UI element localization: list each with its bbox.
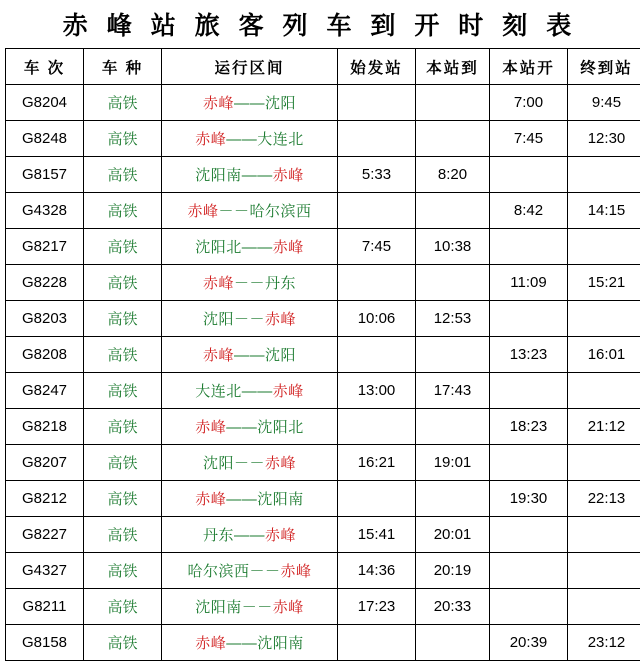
cell-train-type: 高铁: [84, 229, 162, 265]
cell-arrival-time: [416, 85, 490, 121]
route-origin-station: 赤峰: [203, 275, 234, 292]
cell-departure-time: 8:42: [490, 193, 568, 229]
cell-origin-time: [338, 85, 416, 121]
route-origin-station: 赤峰: [195, 635, 226, 652]
cell-train-type: 高铁: [84, 589, 162, 625]
cell-final-time: [568, 301, 640, 337]
cell-final-time: [568, 553, 640, 589]
cell-origin-time: [338, 121, 416, 157]
route-separator: ——: [242, 383, 273, 400]
cell-train-type: 高铁: [84, 337, 162, 373]
route-destination-station: 赤峰: [265, 455, 296, 472]
route-separator: －－: [249, 563, 280, 580]
cell-departure-time: [490, 157, 568, 193]
cell-train-no: G8212: [6, 481, 84, 517]
cell-departure-time: 7:00: [490, 85, 568, 121]
cell-route: [162, 229, 338, 265]
column-header-route: 运行区间: [162, 49, 338, 85]
route-separator: ——: [226, 635, 257, 652]
cell-route: [162, 589, 338, 625]
cell-arrival-time: [416, 409, 490, 445]
route-separator: ——: [234, 95, 265, 112]
route-separator: ——: [234, 347, 265, 364]
cell-arrival-time: 10:38: [416, 229, 490, 265]
route-destination-station: 沈阳: [265, 95, 296, 112]
cell-origin-time: [338, 409, 416, 445]
cell-departure-time: [490, 301, 568, 337]
route-origin-station: 赤峰: [195, 131, 226, 148]
cell-origin-time: [338, 625, 416, 661]
cell-origin-time: [338, 337, 416, 373]
cell-origin-time: [338, 265, 416, 301]
route-separator: －－: [242, 599, 273, 616]
header-row: [6, 49, 640, 85]
route-separator: －－: [218, 203, 249, 220]
route-origin-station: 赤峰: [195, 419, 226, 436]
cell-origin-time: 5:33: [338, 157, 416, 193]
cell-arrival-time: [416, 481, 490, 517]
cell-train-no: G8247: [6, 373, 84, 409]
route-separator: ——: [226, 419, 257, 436]
cell-final-time: 15:21: [568, 265, 640, 301]
cell-route: [162, 337, 338, 373]
table-row: [6, 625, 640, 661]
route-separator: －－: [234, 455, 265, 472]
table-row: [6, 409, 640, 445]
table-row: [6, 301, 640, 337]
route-destination-station: 赤峰: [265, 311, 296, 328]
table-row: [6, 157, 640, 193]
route-origin-station: 沈阳南: [195, 167, 242, 184]
cell-train-type: 高铁: [84, 409, 162, 445]
cell-final-time: [568, 229, 640, 265]
cell-final-time: [568, 157, 640, 193]
cell-route: [162, 157, 338, 193]
route-destination-station: 赤峰: [273, 599, 304, 616]
cell-train-no: G8208: [6, 337, 84, 373]
cell-arrival-time: 20:01: [416, 517, 490, 553]
cell-departure-time: 19:30: [490, 481, 568, 517]
cell-route: [162, 193, 338, 229]
cell-final-time: 14:15: [568, 193, 640, 229]
cell-origin-time: 13:00: [338, 373, 416, 409]
cell-train-no: G8227: [6, 517, 84, 553]
cell-route: [162, 373, 338, 409]
table-body: [6, 85, 640, 661]
cell-departure-time: [490, 373, 568, 409]
cell-arrival-time: [416, 625, 490, 661]
cell-train-type: 高铁: [84, 301, 162, 337]
cell-train-no: G4328: [6, 193, 84, 229]
route-destination-station: 赤峰: [273, 167, 304, 184]
route-destination-station: 赤峰: [281, 563, 312, 580]
cell-departure-time: [490, 553, 568, 589]
cell-origin-time: [338, 481, 416, 517]
route-destination-station: 沈阳北: [257, 419, 304, 436]
table-row: [6, 193, 640, 229]
cell-final-time: 16:01: [568, 337, 640, 373]
cell-route: [162, 265, 338, 301]
route-separator: －－: [234, 311, 265, 328]
table-row: [6, 445, 640, 481]
route-destination-station: 赤峰: [273, 383, 304, 400]
cell-origin-time: 7:45: [338, 229, 416, 265]
route-origin-station: 丹东: [203, 527, 234, 544]
cell-origin-time: 16:21: [338, 445, 416, 481]
cell-origin-time: 17:23: [338, 589, 416, 625]
table-row: [6, 265, 640, 301]
cell-arrival-time: [416, 265, 490, 301]
table-row: [6, 553, 640, 589]
cell-arrival-time: 17:43: [416, 373, 490, 409]
cell-route: [162, 85, 338, 121]
cell-train-type: 高铁: [84, 481, 162, 517]
cell-final-time: 9:45: [568, 85, 640, 121]
cell-final-time: [568, 373, 640, 409]
table-row: [6, 121, 640, 157]
table-row: [6, 481, 640, 517]
page-title: 赤 峰 站 旅 客 列 车 到 开 时 刻 表: [0, 0, 640, 48]
cell-departure-time: 11:09: [490, 265, 568, 301]
cell-origin-time: 10:06: [338, 301, 416, 337]
route-destination-station: 沈阳南: [257, 491, 304, 508]
route-origin-station: 沈阳南: [195, 599, 242, 616]
cell-route: [162, 625, 338, 661]
cell-train-type: 高铁: [84, 445, 162, 481]
route-separator: ——: [234, 527, 265, 544]
route-origin-station: 沈阳: [203, 311, 234, 328]
cell-train-no: G8211: [6, 589, 84, 625]
cell-final-time: 21:12: [568, 409, 640, 445]
route-separator: ——: [226, 131, 257, 148]
cell-final-time: 23:12: [568, 625, 640, 661]
route-separator: －－: [234, 275, 265, 292]
table-row: [6, 85, 640, 121]
cell-route: [162, 409, 338, 445]
route-destination-station: 沈阳: [265, 347, 296, 364]
cell-arrival-time: 20:33: [416, 589, 490, 625]
cell-route: [162, 481, 338, 517]
cell-arrival-time: [416, 193, 490, 229]
cell-final-time: 12:30: [568, 121, 640, 157]
cell-train-no: G8204: [6, 85, 84, 121]
column-header-arrival-time: 本站到: [416, 49, 490, 85]
column-header-train-type: 车 种: [84, 49, 162, 85]
column-header-train-no: 车 次: [6, 49, 84, 85]
cell-arrival-time: 12:53: [416, 301, 490, 337]
cell-train-type: 高铁: [84, 265, 162, 301]
route-destination-station: 哈尔滨西: [250, 203, 312, 220]
cell-train-no: G8207: [6, 445, 84, 481]
table-row: [6, 337, 640, 373]
column-header-final-time: 终到站: [568, 49, 640, 85]
route-destination-station: 大连北: [257, 131, 304, 148]
route-origin-station: 赤峰: [203, 347, 234, 364]
cell-arrival-time: [416, 337, 490, 373]
column-header-origin-time: 始发站: [338, 49, 416, 85]
table-row: [6, 373, 640, 409]
cell-origin-time: [338, 193, 416, 229]
route-destination-station: 赤峰: [273, 239, 304, 256]
cell-origin-time: 14:36: [338, 553, 416, 589]
cell-train-type: 高铁: [84, 193, 162, 229]
cell-arrival-time: 8:20: [416, 157, 490, 193]
table-header: [6, 49, 640, 85]
cell-route: [162, 301, 338, 337]
cell-train-type: 高铁: [84, 157, 162, 193]
table-row: [6, 517, 640, 553]
table-row: [6, 229, 640, 265]
cell-train-type: 高铁: [84, 553, 162, 589]
cell-train-type: 高铁: [84, 373, 162, 409]
cell-origin-time: 15:41: [338, 517, 416, 553]
cell-train-type: 高铁: [84, 517, 162, 553]
train-timetable: [5, 48, 640, 661]
route-origin-station: 赤峰: [203, 95, 234, 112]
table-row: [6, 589, 640, 625]
cell-departure-time: 7:45: [490, 121, 568, 157]
cell-arrival-time: [416, 121, 490, 157]
route-origin-station: 赤峰: [187, 203, 218, 220]
cell-departure-time: [490, 229, 568, 265]
cell-departure-time: 18:23: [490, 409, 568, 445]
cell-train-no: G8218: [6, 409, 84, 445]
column-header-departure-time: 本站开: [490, 49, 568, 85]
cell-train-no: G4327: [6, 553, 84, 589]
cell-final-time: [568, 589, 640, 625]
cell-train-no: G8203: [6, 301, 84, 337]
cell-final-time: [568, 517, 640, 553]
cell-train-no: G8217: [6, 229, 84, 265]
cell-final-time: [568, 445, 640, 481]
cell-arrival-time: 20:19: [416, 553, 490, 589]
route-separator: ——: [242, 167, 273, 184]
cell-route: [162, 553, 338, 589]
route-destination-station: 赤峰: [265, 527, 296, 544]
route-destination-station: 丹东: [265, 275, 296, 292]
route-origin-station: 沈阳: [203, 455, 234, 472]
cell-train-no: G8157: [6, 157, 84, 193]
cell-train-type: 高铁: [84, 625, 162, 661]
route-origin-station: 赤峰: [195, 491, 226, 508]
cell-departure-time: 13:23: [490, 337, 568, 373]
cell-departure-time: [490, 589, 568, 625]
cell-departure-time: [490, 517, 568, 553]
route-origin-station: 哈尔滨西: [187, 563, 249, 580]
cell-departure-time: 20:39: [490, 625, 568, 661]
cell-route: [162, 121, 338, 157]
route-separator: ——: [242, 239, 273, 256]
route-origin-station: 大连北: [195, 383, 242, 400]
cell-train-no: G8248: [6, 121, 84, 157]
route-destination-station: 沈阳南: [257, 635, 304, 652]
cell-route: [162, 445, 338, 481]
cell-route: [162, 517, 338, 553]
cell-arrival-time: 19:01: [416, 445, 490, 481]
cell-final-time: 22:13: [568, 481, 640, 517]
route-origin-station: 沈阳北: [195, 239, 242, 256]
cell-departure-time: [490, 445, 568, 481]
route-separator: ——: [226, 491, 257, 508]
cell-train-no: G8228: [6, 265, 84, 301]
cell-train-no: G8158: [6, 625, 84, 661]
cell-train-type: 高铁: [84, 85, 162, 121]
cell-train-type: 高铁: [84, 121, 162, 157]
